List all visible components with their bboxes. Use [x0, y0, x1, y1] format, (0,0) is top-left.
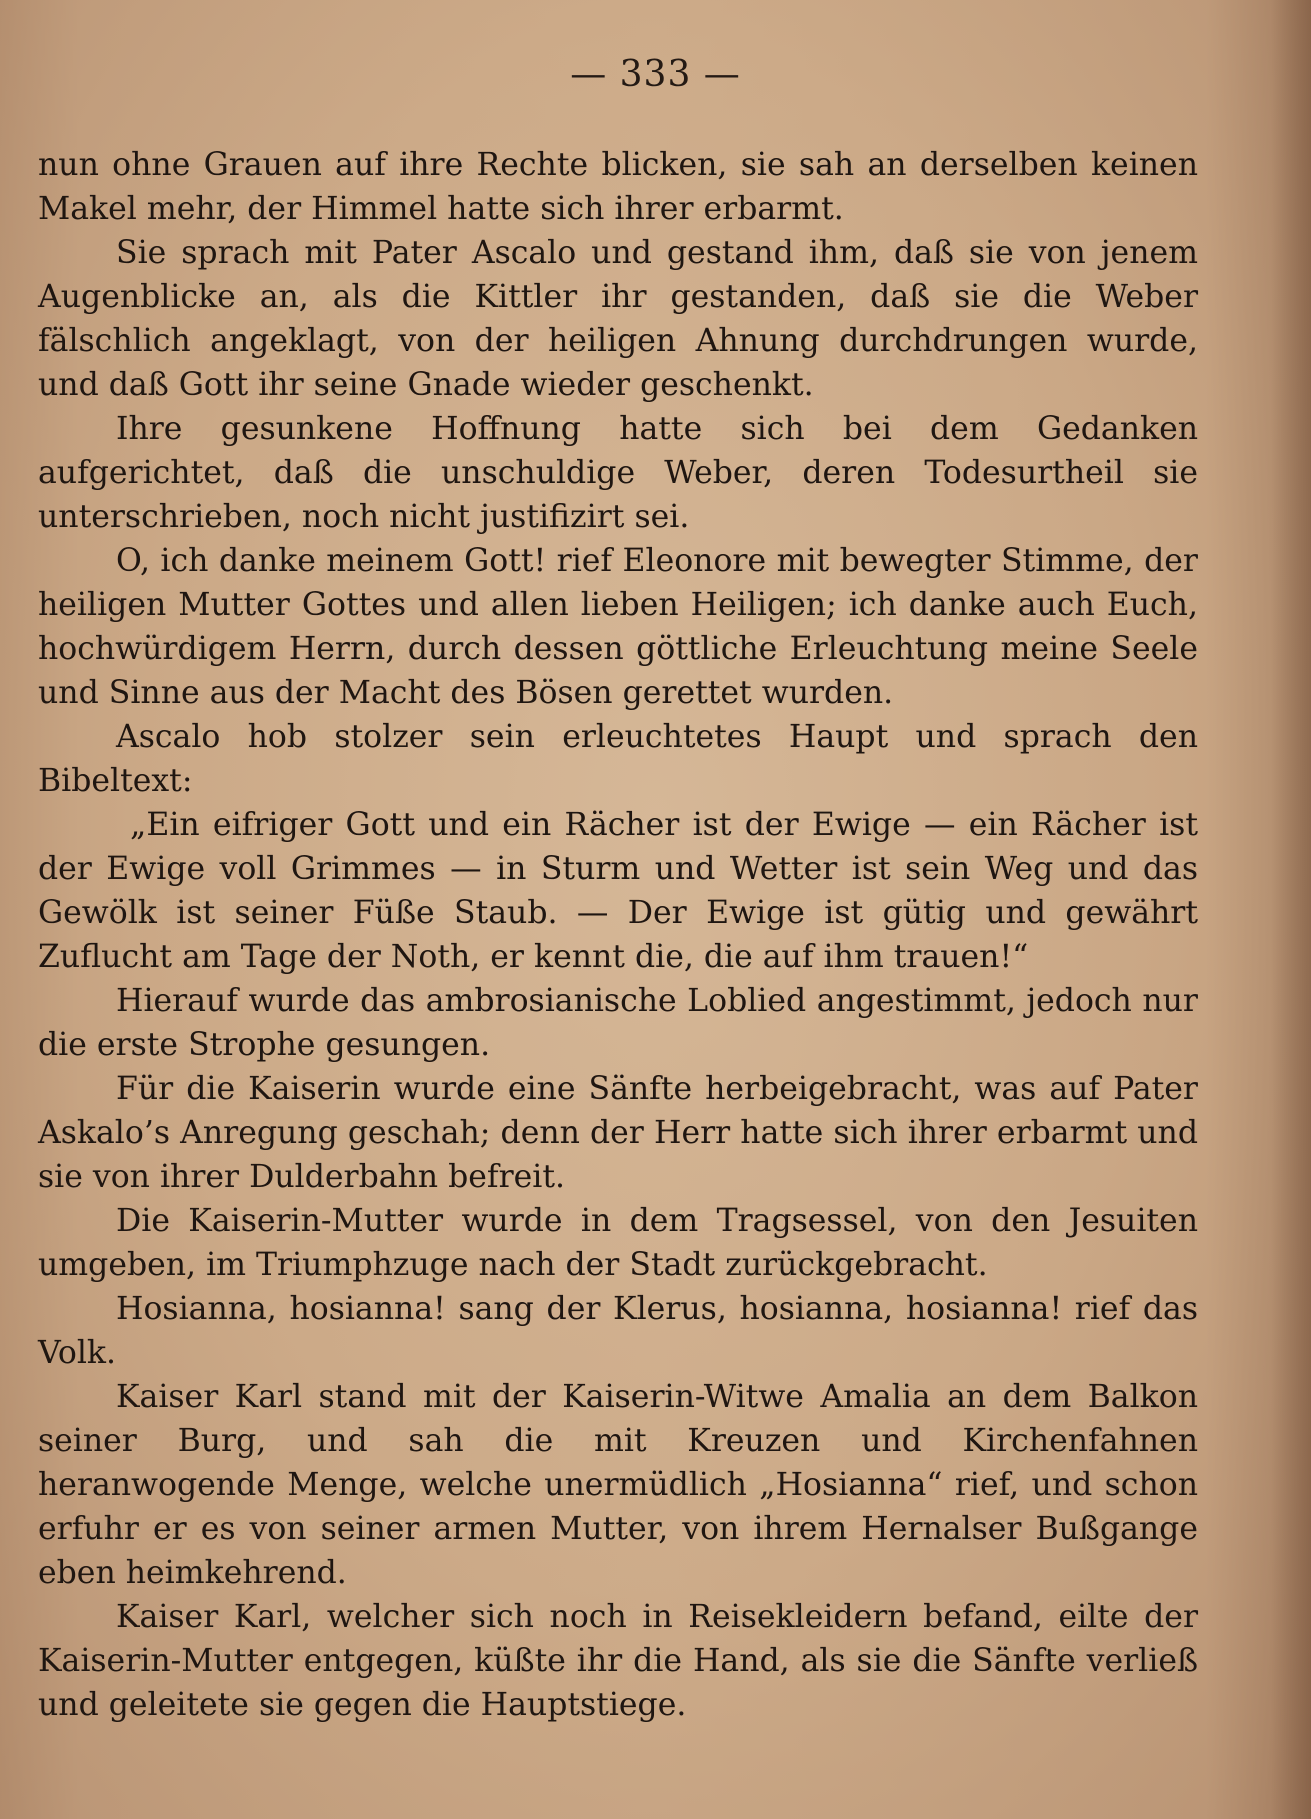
page-number: — 333 —	[570, 54, 741, 95]
paragraph: Für die Kaiserin wurde eine Sänfte herbeigebracht, was auf Pater Askalo’s Anregung geschah; denn der Herr hatte sich ihrer erbarmt und sie von ihrer Dulderbahn befreit.	[38, 1071, 1198, 1195]
paragraph: Hierauf wurde das ambrosianische Loblied angestimmt, jedoch nur die erste Strophe gesungen.	[38, 983, 1198, 1063]
bible-quote: „Ein eifriger Gott und ein Rächer ist der Ewige — ein Rächer ist der Ewige voll Grimmes — in Sturm und Wetter ist sein Weg und das Gewölk ist seiner Füße Staub. — Der Ewige ist gütig und gewährt Zuflucht am Tage der Noth, er kennt die, die auf ihm trauen!“	[38, 807, 1198, 975]
paragraph: Ascalo hob stolzer sein erleuchtetes Haupt und sprach den Bibeltext:	[38, 719, 1198, 799]
paragraph: O, ich danke meinem Gott! rief Eleonore mit bewegter Stimme, der heiligen Mutter Gottes und allen lieben Heiligen; ich danke auch Euch, hochwürdigem Herrn, durch dessen göttliche Erleuchtung meine Seele und Sinne aus der Macht des Bösen gerettet wurden.	[38, 543, 1198, 711]
paragraph: Kaiser Karl stand mit der Kaiserin-Witwe Amalia an dem Balkon seiner Burg, und sah die mit Kreuzen und Kirchenfahnen heranwogende Menge, welche unermüdlich „Hosianna“ rief, und schon erfuhr er es von seiner armen Mutter, von ihrem Hernalser Bußgange eben heimkehrend.	[38, 1379, 1198, 1591]
paragraph: Die Kaiserin-Mutter wurde in dem Tragsessel, von den Jesuiten umgeben, im Triumphzuge nach der Stadt zurückgebracht.	[38, 1203, 1198, 1283]
paragraph: Kaiser Karl, welcher sich noch in Reisekleidern befand, eilte der Kaiserin-Mutter entgegen, küßte ihr die Hand, als sie die Sänfte verließ und geleitete sie gegen die Hauptstiege.	[38, 1599, 1198, 1723]
paragraph: Hosianna, hosianna! sang der Klerus, hosianna, hosianna! rief das Volk.	[38, 1291, 1198, 1371]
body-text	[38, 143, 1198, 1727]
paragraph: nun ohne Grauen auf ihre Rechte blicken, sie sah an derselben keinen Makel mehr, der Himmel hatte sich ihrer erbarmt.	[38, 147, 1198, 227]
paragraph: Sie sprach mit Pater Ascalo und gestand ihm, daß sie von jenem Augenblicke an, als die Kittler ihr gestanden, daß sie die Weber fälschlich angeklagt, von der heiligen Ahnung durchdrungen wurde, und daß Gott ihr seine Gnade wieder geschenkt.	[38, 235, 1198, 403]
paragraph: Ihre gesunkene Hoffnung hatte sich bei dem Gedanken aufgerichtet, daß die unschuldige Weber, deren Todesurtheil sie unterschrieben, noch nicht justifizirt sei.	[38, 411, 1198, 535]
